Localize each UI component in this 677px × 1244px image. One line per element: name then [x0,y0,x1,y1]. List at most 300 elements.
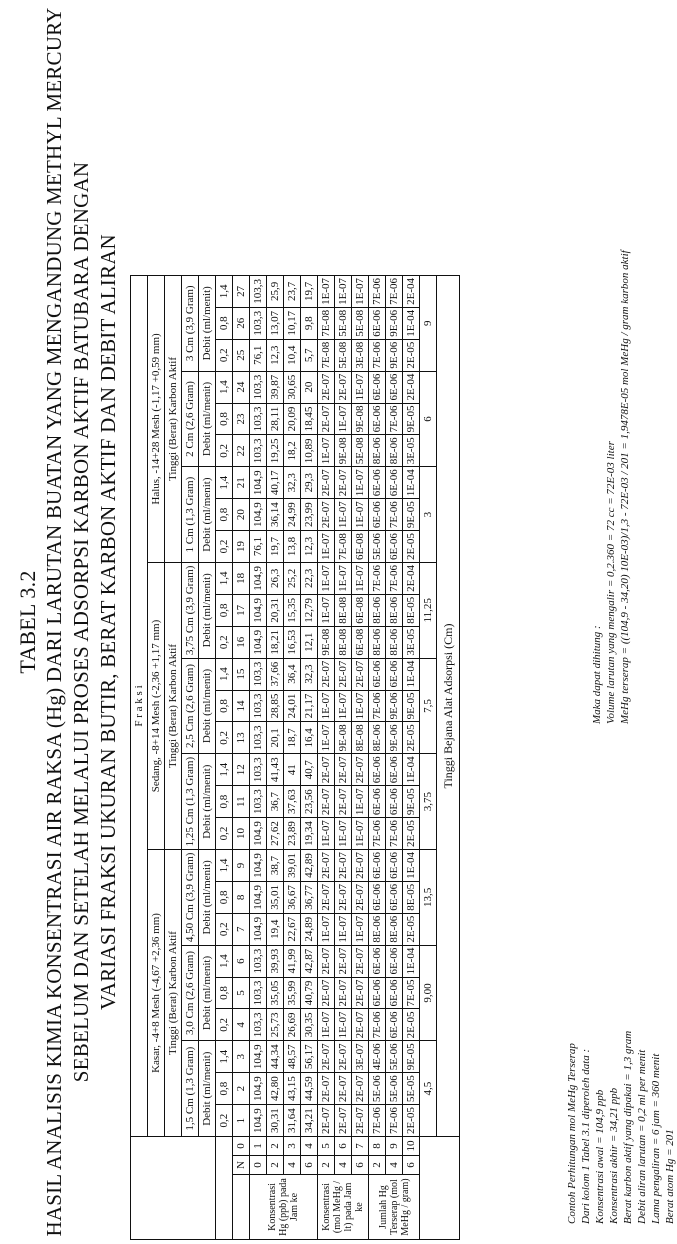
table-cell: 31,64 [284,1105,301,1137]
row-index: 8 [369,1137,386,1156]
table-cell: 9E-05 [403,499,420,531]
row-index: 10 [403,1137,420,1156]
corner-cell [131,1137,216,1240]
table-cell: 10,4 [284,339,301,371]
table-cell: 35,01 [267,881,284,913]
table-cell: 1E-07 [352,786,369,818]
debit-value: 0,2 [216,913,233,945]
table-cell: 7E-06 [369,1009,386,1041]
table-cell: 42,89 [301,849,318,881]
table-cell: 1E-07 [352,499,369,531]
table-cell: 5E-08 [352,435,369,467]
table-row [216,275,233,1239]
table-cell: 2E-07 [335,1073,352,1105]
column-number: 2 [233,1073,250,1105]
data-table [130,275,460,1240]
table-cell: 1E-07 [335,690,352,722]
table-cell: 1E-04 [403,467,420,499]
tinggi-header: Tinggi (Berat) Karbon Aktif [165,562,182,849]
table-cell: 10,17 [284,307,301,339]
table-cell: 39,93 [267,945,284,977]
table-cell: 9E-08 [318,626,335,658]
table-cell: 30,31 [267,1105,284,1137]
row-index: 1 [250,1137,267,1156]
table-cell: 2E-07 [335,881,352,913]
table-cell: 2E-07 [352,849,369,881]
fraction-header: Kasar, -4+8 Mesh (-4,67 +2,36 mm) [148,849,165,1136]
title-line-1: HASIL ANALISIS KIMIA KONSENTRASI AIR RAKSA (Hg) DARI LARUTAN BUATAN YANG MENGANDUNG METHYL MERCURY [42,7,66,1237]
title-line-3: VARIASI FRAKSI UKURAN BUTIR, BERAT KARBON AKTIF DAN DEBIT ALIRAN [96,234,120,1010]
table-cell: 7E-06 [386,1105,403,1137]
column-number: 8 [233,881,250,913]
debit-header: Debit (ml/menit) [199,658,216,754]
footer-value: 3 [420,467,437,563]
table-cell: 40,7 [301,754,318,786]
table-cell: 2E-05 [403,339,420,371]
table-cell: 2E-07 [318,371,335,403]
table-cell: 104,9 [250,1073,267,1105]
table-cell: 2E-07 [352,977,369,1009]
table-cell: 76,1 [250,531,267,563]
row-hour: 2 [267,1156,284,1175]
table-cell: 9E-06 [386,690,403,722]
table-cell: 2E-07 [335,945,352,977]
table-cell: 9,8 [301,307,318,339]
table-row [352,275,369,1239]
debit-value: 1,4 [216,754,233,786]
debit-value: 1,4 [216,658,233,690]
table-cell: 36,14 [267,499,284,531]
table-cell: 104,9 [250,626,267,658]
debit-value: 0,2 [216,339,233,371]
table-cell: 1E-07 [318,531,335,563]
table-cell: 8E-08 [335,594,352,626]
table-cell: 38,7 [267,849,284,881]
debit-value: 0,8 [216,499,233,531]
table-cell: 36,77 [301,881,318,913]
table-cell: 2E-07 [318,658,335,690]
table-row [267,275,284,1239]
table-cell: 12,3 [301,531,318,563]
table-cell: 104,9 [250,499,267,531]
table-cell: 2E-07 [318,977,335,1009]
table-cell: 32,3 [301,658,318,690]
table-row [182,275,199,1239]
table-cell: 18,45 [301,403,318,435]
table-cell: 6E-06 [386,881,403,913]
table-cell: 28,85 [267,690,284,722]
table-cell: 2E-07 [335,467,352,499]
table-cell: 9E-06 [386,339,403,371]
height-header: 1,25 Cm (1,3 Gram) [182,754,199,850]
column-number: 13 [233,722,250,754]
table-cell: 12,3 [267,339,284,371]
debit-header: Debit (ml/menit) [199,371,216,467]
table-cell: 104,9 [250,849,267,881]
table-cell: 104,9 [250,594,267,626]
table-row [250,275,267,1239]
debit-value: 1,4 [216,467,233,499]
height-header: 3,75 Cm (3,9 Gram) [182,562,199,658]
table-cell: 1E-07 [318,690,335,722]
table-cell: 5E-08 [335,339,352,371]
table-cell: 19,7 [267,531,284,563]
table-cell: 5E-06 [369,531,386,563]
table-cell: 43,15 [284,1073,301,1105]
table-cell: 40,79 [301,977,318,1009]
table-cell: 104,9 [250,562,267,594]
footer-value: 7,5 [420,658,437,754]
table-cell: 2E-07 [318,1105,335,1137]
table-cell: 103,3 [250,690,267,722]
row-hour: 6 [403,1156,420,1175]
table-cell: 20 [301,371,318,403]
spacer-cell [420,1137,460,1240]
debit-value: 0,8 [216,977,233,1009]
table-cell: 5,7 [301,339,318,371]
table-cell: 1E-04 [403,754,420,786]
table-cell: 103,3 [250,275,267,307]
table-cell: 2E-05 [403,1009,420,1041]
table-cell: 6E-06 [369,754,386,786]
table-cell: 9E-08 [335,722,352,754]
column-number: 5 [233,977,250,1009]
table-cell: 23,7 [284,275,301,307]
table-cell: 76,1 [250,339,267,371]
column-number: 14 [233,690,250,722]
table-cell: 25,2 [284,562,301,594]
table-cell: 7E-08 [335,531,352,563]
table-row [199,275,216,1239]
column-number: 15 [233,658,250,690]
table-cell: 24,01 [284,690,301,722]
table-cell: 6E-08 [352,531,369,563]
debit-header: Debit (ml/menit) [199,275,216,371]
note-line: Konsentrasi akhir = 34,21 ppb [608,1087,620,1224]
table-cell: 8E-06 [369,435,386,467]
table-cell: 1E-07 [335,562,352,594]
table-cell: 41 [284,754,301,786]
table-number: TABEL 3.2 [15,570,40,674]
table-cell: 2E-07 [318,403,335,435]
table-cell: 1E-07 [335,275,352,307]
table-cell: 6E-06 [369,307,386,339]
table-cell: 1E-07 [335,1009,352,1041]
table-row [403,275,420,1239]
column-number: 11 [233,786,250,818]
table-cell: 103,3 [250,722,267,754]
table-cell: 2E-07 [352,945,369,977]
column-number: 1 [233,1105,250,1137]
table-cell: 1E-07 [318,562,335,594]
table-cell: 3E-05 [403,626,420,658]
table-cell: 39,01 [284,849,301,881]
column-number: 19 [233,531,250,563]
table-cell: 8E-05 [403,881,420,913]
table-cell: 2E-07 [352,1009,369,1041]
table-cell: 32,3 [284,467,301,499]
table-cell: 5E-06 [369,1073,386,1105]
debit-value: 0,2 [216,818,233,850]
table-cell: 2E-07 [352,1105,369,1137]
table-cell: 36,4 [284,658,301,690]
table-cell: 20,09 [284,403,301,435]
table-cell: 18,2 [284,435,301,467]
table-cell: 1E-07 [352,275,369,307]
table-cell: 7E-06 [369,818,386,850]
table-cell: 26,3 [267,562,284,594]
note-line: Volume larutan yang mengalir = 0,2.360 = 72 cc = 72E-03 liter [605,441,617,724]
debit-value: 0,2 [216,435,233,467]
debit-header: Debit (ml/menit) [199,467,216,563]
table-cell: 1E-04 [403,658,420,690]
table-cell: 36,67 [284,881,301,913]
table-cell: 6E-06 [386,531,403,563]
table-cell: 1E-07 [335,403,352,435]
table-row [369,275,386,1239]
table-cell: 1E-07 [318,722,335,754]
table-cell: 8E-06 [386,435,403,467]
table-cell: 2E-05 [403,1105,420,1137]
table-cell: 2E-07 [352,658,369,690]
table-cell: 2E-07 [335,658,352,690]
table-cell: 6E-06 [386,1009,403,1041]
debit-header: Debit (ml/menit) [199,754,216,850]
table-cell: 104,9 [250,1105,267,1137]
column-number: 20 [233,499,250,531]
table-cell: 26,69 [284,1009,301,1041]
table-cell: 1E-07 [352,913,369,945]
table-row [318,275,335,1239]
table-cell: 6E-08 [352,626,369,658]
debit-value: 1,4 [216,1041,233,1073]
debit-header: Debit (ml/menit) [199,945,216,1041]
table-cell: 8E-06 [369,722,386,754]
table-cell: 1E-07 [318,1009,335,1041]
table-cell: 7E-06 [386,275,403,307]
debit-value: 1,4 [216,945,233,977]
table-cell: 8E-06 [369,626,386,658]
table-cell: 8E-06 [386,594,403,626]
table-cell: 18,21 [267,626,284,658]
table-cell: 36,7 [267,786,284,818]
table-cell: 19,34 [301,818,318,850]
table-cell: 104,9 [250,467,267,499]
table-cell: 12,79 [301,594,318,626]
table-cell: 40,17 [267,467,284,499]
table-row [335,275,352,1239]
table-cell: 2E-04 [403,275,420,307]
table-cell: 103,3 [250,371,267,403]
debit-value: 0,2 [216,722,233,754]
table-cell: 6E-06 [369,786,386,818]
debit-value: 0,2 [216,626,233,658]
column-number: 16 [233,626,250,658]
height-header: 2 Cm (2,6 Gram) [182,371,199,467]
table-cell: 9E-08 [335,435,352,467]
table-cell: 29,3 [301,467,318,499]
note-line: Berat atom Hg = 201 [664,1129,676,1224]
table-cell: 103,3 [250,945,267,977]
table-cell: 2E-05 [403,531,420,563]
table-cell: 9E-05 [403,403,420,435]
height-header: 3,0 Cm (2,6 Gram) [182,945,199,1041]
table-cell: 6E-06 [369,849,386,881]
table-cell: 6E-06 [369,467,386,499]
table-cell: 5E-05 [403,1073,420,1105]
debit-value: 1,4 [216,371,233,403]
table-cell: 23,89 [284,818,301,850]
table-row [131,275,148,1239]
column-number: 4 [233,1009,250,1041]
column-number: 22 [233,435,250,467]
table-cell: 6E-06 [369,658,386,690]
table-cell: 8E-08 [335,626,352,658]
table-cell: 6E-06 [386,658,403,690]
table-cell: 19,25 [267,435,284,467]
table-cell: 1E-07 [318,435,335,467]
table-cell: 1E-07 [318,818,335,850]
table-cell: 8E-06 [386,626,403,658]
table-cell: 104,9 [250,1041,267,1073]
table-cell: 9E-05 [403,786,420,818]
table-cell: 103,3 [250,403,267,435]
column-number: 25 [233,339,250,371]
tinggi-header: Tinggi (Berat) Karbon Aktif [165,275,182,562]
table-cell: 6E-06 [369,945,386,977]
table-cell: 6E-06 [369,371,386,403]
table-cell: 16,4 [301,722,318,754]
spacer-cell [233,1175,250,1240]
table-cell: 41,99 [284,945,301,977]
spacer-cell [216,1137,233,1240]
table-cell: 42,87 [301,945,318,977]
table-cell: 7E-06 [369,339,386,371]
table-cell: 44,59 [301,1073,318,1105]
table-cell: 2E-04 [403,371,420,403]
table-cell: 15,35 [284,594,301,626]
table-cell: 41,43 [267,754,284,786]
column-number: 27 [233,275,250,307]
table-cell: 22,3 [301,562,318,594]
table-cell: 24,99 [284,499,301,531]
table-cell: 9E-05 [403,690,420,722]
table-cell: 7E-06 [369,1105,386,1137]
note-line: Dari kolom 1 Tabel 3.1 diperoleh data : [580,1048,592,1224]
row-hour: 4 [386,1156,403,1175]
table-cell: 2E-07 [318,467,335,499]
table-cell: 9E-08 [352,403,369,435]
table-cell: 6E-06 [386,945,403,977]
table-cell: 7E-05 [403,977,420,1009]
column-number: 12 [233,754,250,786]
table-cell: 2E-07 [318,849,335,881]
column-number: 24 [233,371,250,403]
table-cell: 8E-05 [403,594,420,626]
debit-header: Debit (ml/menit) [199,562,216,658]
table-cell: 30,65 [284,371,301,403]
table-cell: 39,87 [267,371,284,403]
debit-value: 0,8 [216,690,233,722]
table-cell: 103,3 [250,754,267,786]
table-cell: 7E-06 [386,403,403,435]
column-number: 21 [233,467,250,499]
table-cell: 2E-05 [403,818,420,850]
table-cell: 13,8 [284,531,301,563]
table-cell: 6E-06 [386,754,403,786]
table-cell: 23,99 [301,499,318,531]
table-cell: 6E-06 [386,977,403,1009]
table-cell: 5E-08 [335,307,352,339]
debit-value: 0,8 [216,307,233,339]
table-cell: 2E-05 [403,722,420,754]
table-cell: 2E-07 [318,1041,335,1073]
table-row [148,275,165,1239]
table-cell: 2E-07 [335,977,352,1009]
footer-value: 4,5 [420,1041,437,1137]
table-cell: 7E-08 [318,307,335,339]
table-cell: 2E-07 [335,849,352,881]
footer-value: 9 [420,275,437,371]
table-cell: 42,80 [267,1073,284,1105]
table-cell: 30,35 [301,1009,318,1041]
footer-value: 3,75 [420,754,437,850]
debit-value: 0,8 [216,403,233,435]
height-header: 4,50 Cm (3,9 Gram) [182,849,199,945]
table-cell: 1E-04 [403,307,420,339]
row-hour: 4 [284,1156,301,1175]
height-header: 3 Cm (3,9 Gram) [182,275,199,371]
debit-value: 0,2 [216,531,233,563]
debit-value: 1,4 [216,275,233,307]
row-index: 4 [301,1137,318,1156]
fraction-header: Halus, -14+28 Mesh (-1,17 +0,59 mm) [148,275,165,562]
row-index: 9 [386,1137,403,1156]
table-cell: 48,57 [284,1041,301,1073]
table-cell: 13,07 [267,307,284,339]
footer-value: 13,5 [420,849,437,945]
column-number: 23 [233,403,250,435]
table-cell: 2E-07 [352,754,369,786]
table-cell: 22,67 [284,913,301,945]
table-cell: 8E-06 [369,594,386,626]
table-row [420,275,437,1239]
debit-value: 0,8 [216,594,233,626]
table-cell: 2E-07 [335,786,352,818]
table-cell: 27,62 [267,818,284,850]
table-cell: 37,66 [267,658,284,690]
table-cell: 6E-06 [369,881,386,913]
table-cell: 24,89 [301,913,318,945]
table-cell: 103,3 [250,307,267,339]
footer-label: Tinggi Bejana Alat Adsorpsi (Cm) [437,275,460,1136]
table-cell: 28,11 [267,403,284,435]
table-cell: 7E-06 [386,562,403,594]
table-cell: 2E-07 [318,754,335,786]
table-cell: 7E-06 [369,562,386,594]
table-cell: 103,3 [250,658,267,690]
table-cell: 25,9 [267,275,284,307]
table-cell: 5E-06 [386,1041,403,1073]
table-cell: 2E-07 [318,1073,335,1105]
column-number: 17 [233,594,250,626]
table-cell: 2E-07 [352,1073,369,1105]
debit-header: Debit (ml/menit) [199,1041,216,1137]
debit-value: 0,2 [216,1105,233,1137]
table-row [301,275,318,1239]
row-hour: 2 [369,1156,386,1175]
table-cell: 25,73 [267,1009,284,1041]
